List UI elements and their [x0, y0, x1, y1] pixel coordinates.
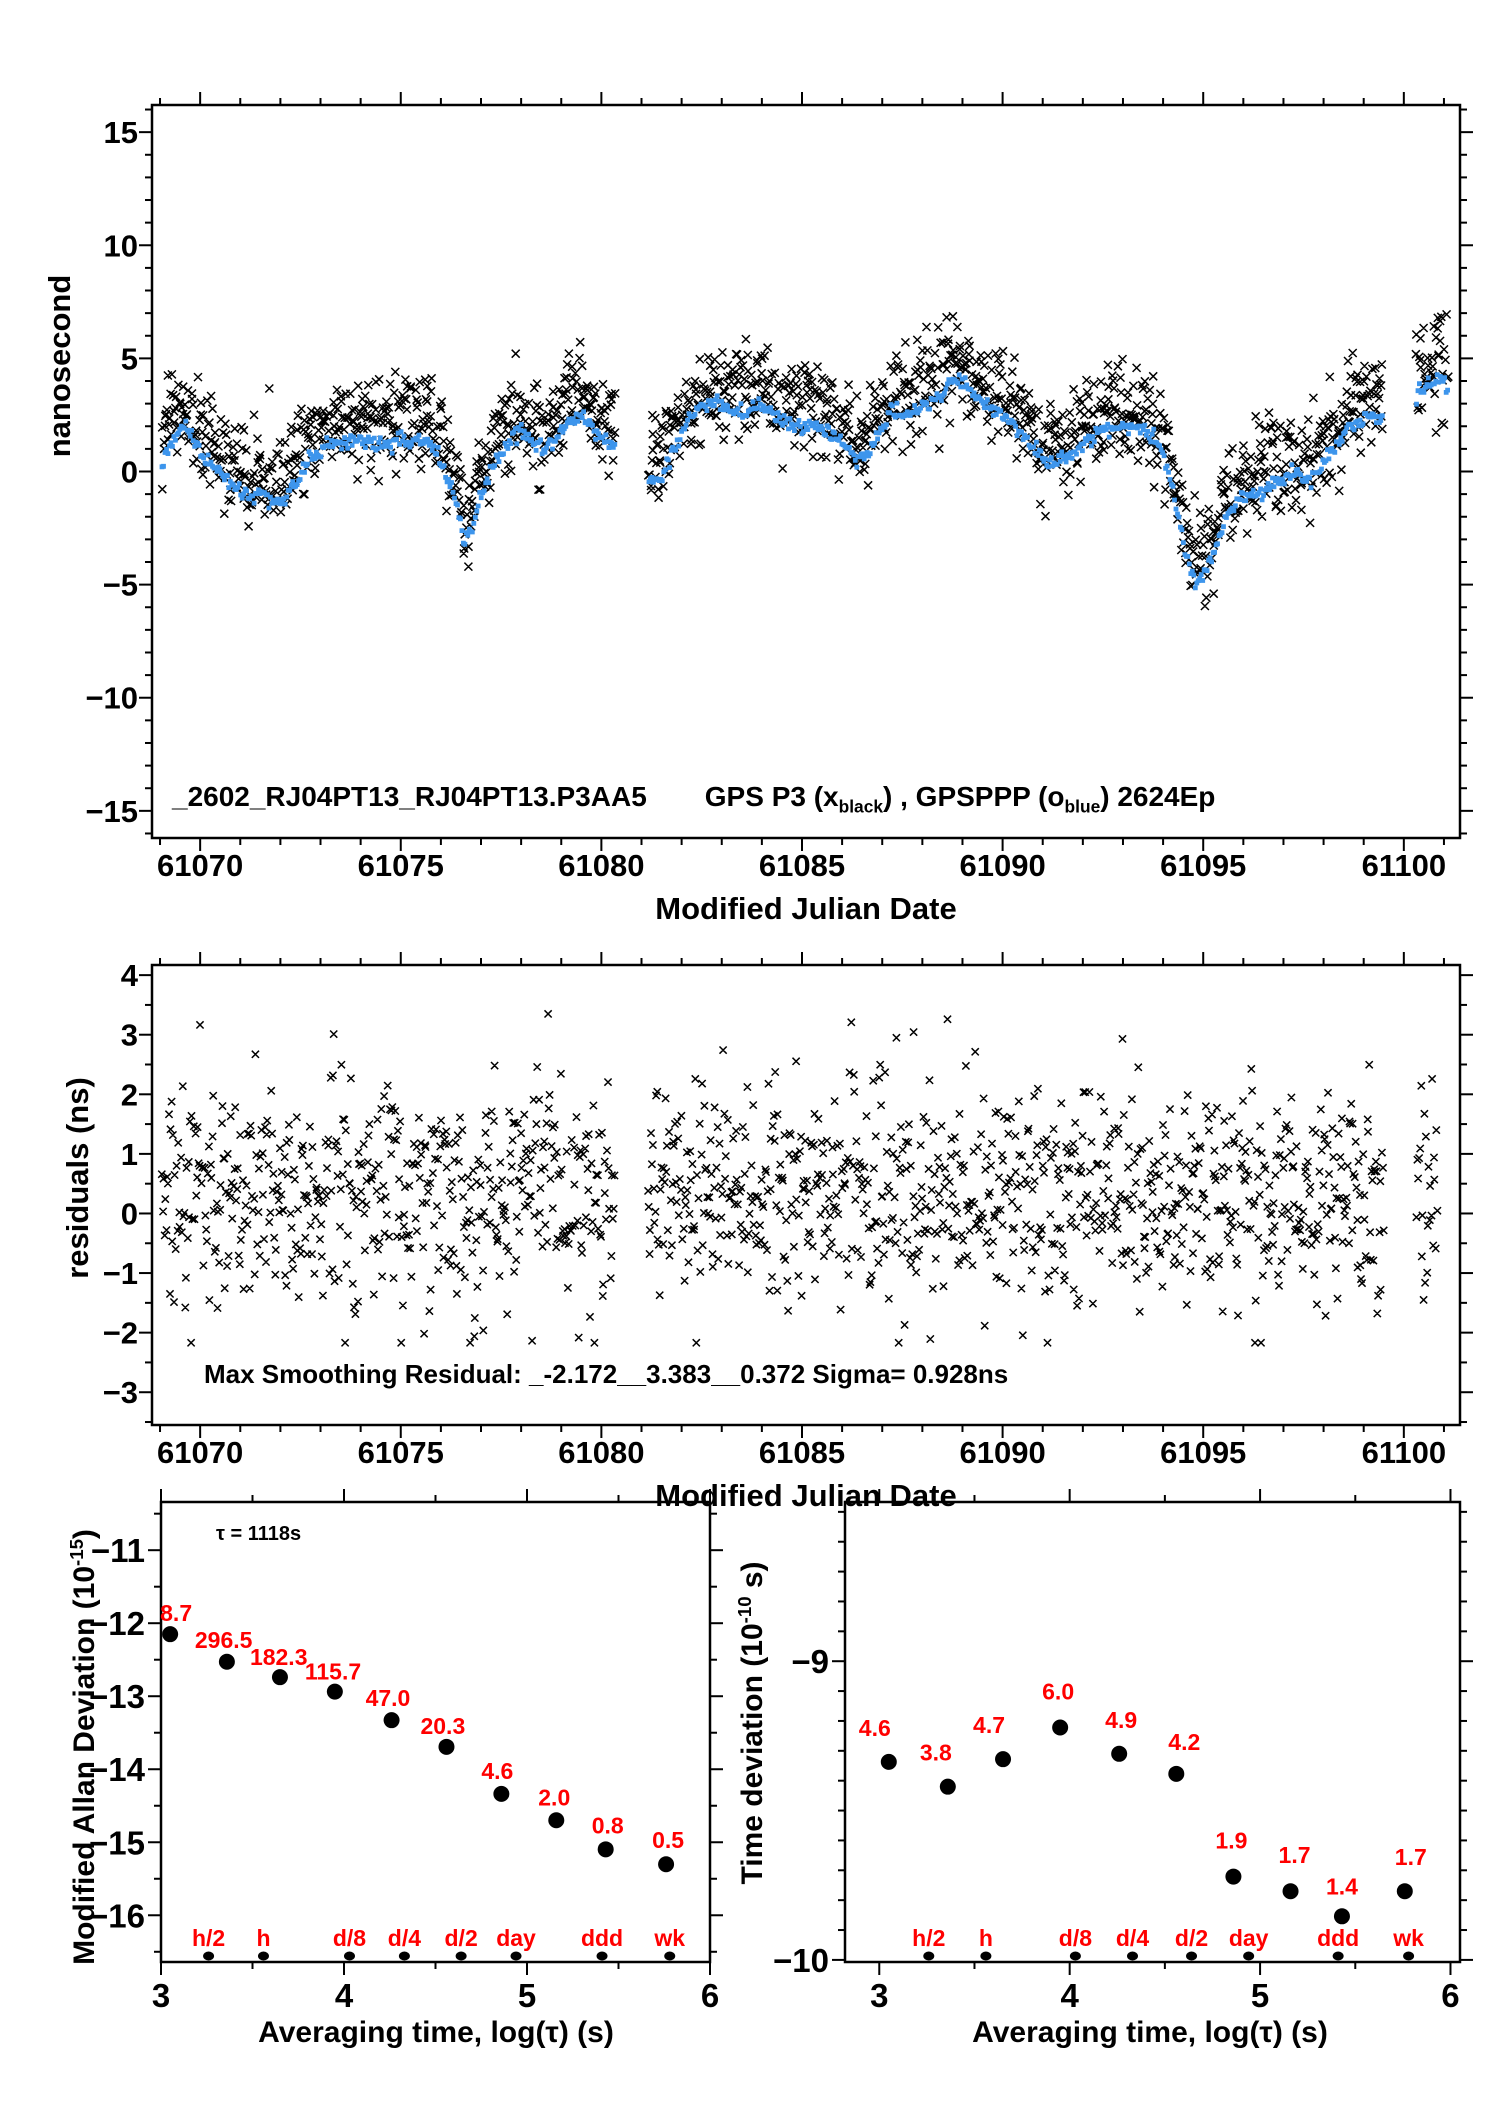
svg-text:296.5: 296.5: [194, 1626, 253, 1653]
svg-text:3: 3: [120, 1017, 138, 1053]
series-title-sub-black: black: [838, 796, 884, 817]
svg-text:−14: −14: [89, 1751, 145, 1789]
svg-text:−10: −10: [773, 1941, 829, 1979]
svg-text:h: h: [978, 1925, 993, 1951]
series-title-file: _2602_RJ04PT13_RJ04PT13.P3AA5: [172, 781, 647, 812]
svg-text:−3: −3: [102, 1375, 138, 1411]
panel3-y-axis-title: [67, 1529, 101, 1965]
svg-text:d/8: d/8: [332, 1925, 367, 1951]
svg-text:d/2: d/2: [1174, 1925, 1209, 1951]
svg-text:61075: 61075: [357, 1435, 444, 1470]
svg-text:4.2: 4.2: [1168, 1728, 1201, 1755]
svg-text:61100: 61100: [1361, 1435, 1447, 1470]
svg-text:1: 1: [120, 1136, 138, 1172]
svg-text:−15: −15: [85, 793, 138, 829]
svg-text:0.5: 0.5: [652, 1827, 685, 1854]
svg-text:6: 6: [1441, 1977, 1460, 2014]
panel3-x-axis-title: Averaging time, log(τ) (s): [258, 2016, 614, 2049]
svg-text:10: 10: [103, 228, 138, 264]
svg-text:5: 5: [120, 341, 138, 377]
svg-text:ddd: ddd: [580, 1925, 624, 1951]
series-title-sub-blue: blue: [1064, 796, 1101, 817]
svg-text:day: day: [496, 1925, 536, 1951]
svg-text:1.9: 1.9: [1215, 1827, 1248, 1854]
svg-text:61100: 61100: [1361, 848, 1447, 883]
gps-p3-scatter: [158, 310, 1452, 610]
svg-text:wk: wk: [654, 1925, 686, 1951]
svg-text:61085: 61085: [758, 1435, 846, 1470]
mdev-tau-markers: [192, 1925, 685, 1961]
panel1-y-axis-title: nanosecond: [41, 274, 77, 458]
svg-text:15: 15: [103, 115, 138, 151]
panel2-y-axis-title: residuals (ns): [59, 1077, 95, 1279]
svg-text:47.0: 47.0: [365, 1685, 411, 1712]
svg-text:4.9: 4.9: [1105, 1706, 1138, 1733]
svg-text:−16: −16: [89, 1897, 145, 1935]
svg-text:8.7: 8.7: [160, 1600, 193, 1627]
svg-text:61095: 61095: [1160, 1435, 1247, 1470]
svg-text:ddd: ddd: [1317, 1925, 1360, 1951]
svg-text:3.8: 3.8: [919, 1739, 952, 1766]
svg-text:d/4: d/4: [387, 1925, 422, 1951]
svg-text:4.6: 4.6: [858, 1714, 891, 1741]
svg-text:6: 6: [700, 1977, 720, 2014]
svg-text:3: 3: [151, 1977, 171, 2014]
svg-text:0.8: 0.8: [591, 1812, 624, 1839]
tau-annotation: τ = 1118s: [216, 1523, 302, 1545]
svg-text:1.7: 1.7: [1278, 1842, 1311, 1869]
series-title-mid: ) , GPSPPP (o: [883, 781, 1065, 812]
svg-text:182.3: 182.3: [249, 1644, 308, 1671]
svg-text:61090: 61090: [959, 1435, 1046, 1470]
svg-text:6.0: 6.0: [1042, 1678, 1075, 1705]
panel3-y-title-exponent: -15: [66, 1539, 87, 1566]
svg-text:0: 0: [120, 454, 138, 490]
panel1-x-axis-title: Modified Julian Date: [655, 891, 957, 926]
tdev-points: [859, 1679, 1427, 1925]
panel2-x-axis-title: Modified Julian Date: [655, 1478, 957, 1513]
svg-text:−1: −1: [102, 1256, 138, 1292]
svg-text:4: 4: [1060, 1977, 1079, 2014]
svg-text:−12: −12: [89, 1605, 145, 1643]
svg-text:−9: −9: [791, 1643, 829, 1681]
svg-text:2.0: 2.0: [538, 1784, 571, 1811]
residuals-scatter: [158, 1010, 1441, 1346]
svg-text:61075: 61075: [357, 848, 444, 883]
svg-text:−5: −5: [102, 567, 138, 603]
svg-text:1.7: 1.7: [1394, 1844, 1427, 1871]
svg-text:61090: 61090: [959, 848, 1046, 883]
svg-text:4.6: 4.6: [481, 1757, 514, 1784]
svg-text:1.4: 1.4: [1325, 1873, 1358, 1900]
svg-text:61080: 61080: [558, 848, 645, 883]
svg-text:h: h: [256, 1925, 271, 1951]
panel4-y-title-base: Time deviation (10: [736, 1623, 769, 1885]
svg-text:−15: −15: [89, 1824, 145, 1862]
panel4-x-axis-title: Averaging time, log(τ) (s): [972, 2016, 1328, 2049]
panel3-y-title-close: ): [68, 1529, 101, 1540]
svg-text:61070: 61070: [157, 1435, 244, 1470]
svg-text:20.3: 20.3: [420, 1712, 466, 1739]
svg-text:2: 2: [120, 1077, 138, 1113]
svg-text:−13: −13: [89, 1678, 145, 1716]
svg-text:5: 5: [1250, 1977, 1270, 2014]
svg-text:−11: −11: [90, 1532, 145, 1570]
svg-text:d/8: d/8: [1058, 1925, 1093, 1951]
series-title-suffix: ) 2624Ep: [1100, 781, 1216, 812]
svg-text:0: 0: [120, 1196, 138, 1232]
svg-text:61080: 61080: [558, 1435, 645, 1470]
tdev-tau-markers: [912, 1925, 1424, 1961]
panel3-y-title-base: Modified Allan Deviation (10: [68, 1565, 101, 1965]
svg-text:61070: 61070: [157, 848, 244, 883]
svg-text:h/2: h/2: [912, 1925, 946, 1951]
series-title-gps: GPS P3 (x: [704, 781, 839, 812]
svg-text:4: 4: [120, 958, 138, 994]
svg-text:d/2: d/2: [444, 1925, 478, 1951]
svg-text:−2: −2: [102, 1315, 138, 1351]
panel4-y-title-close: s): [736, 1561, 769, 1597]
series-title: [172, 782, 1215, 817]
svg-text:3: 3: [870, 1977, 889, 2014]
svg-text:4.7: 4.7: [973, 1712, 1006, 1739]
svg-text:h/2: h/2: [191, 1925, 226, 1951]
panel4-y-title-exponent: -10: [734, 1596, 755, 1624]
max-smoothing-residual-annotation: Max Smoothing Residual: _-2.172__3.383__0.372 Sigma= 0.928ns: [204, 1359, 1009, 1389]
panel4-y-axis-title: [735, 1561, 769, 1884]
svg-text:day: day: [1228, 1925, 1269, 1951]
mdev-points: [160, 1600, 684, 1872]
svg-text:wk: wk: [1393, 1925, 1424, 1951]
gpsppp-scatter: [160, 372, 1450, 590]
svg-text:d/4: d/4: [1115, 1925, 1150, 1951]
svg-text:61085: 61085: [758, 848, 846, 883]
svg-text:4: 4: [334, 1977, 354, 2014]
svg-text:−10: −10: [85, 680, 138, 716]
svg-text:5: 5: [517, 1977, 537, 2014]
svg-text:115.7: 115.7: [304, 1658, 362, 1685]
svg-text:61095: 61095: [1160, 848, 1247, 883]
